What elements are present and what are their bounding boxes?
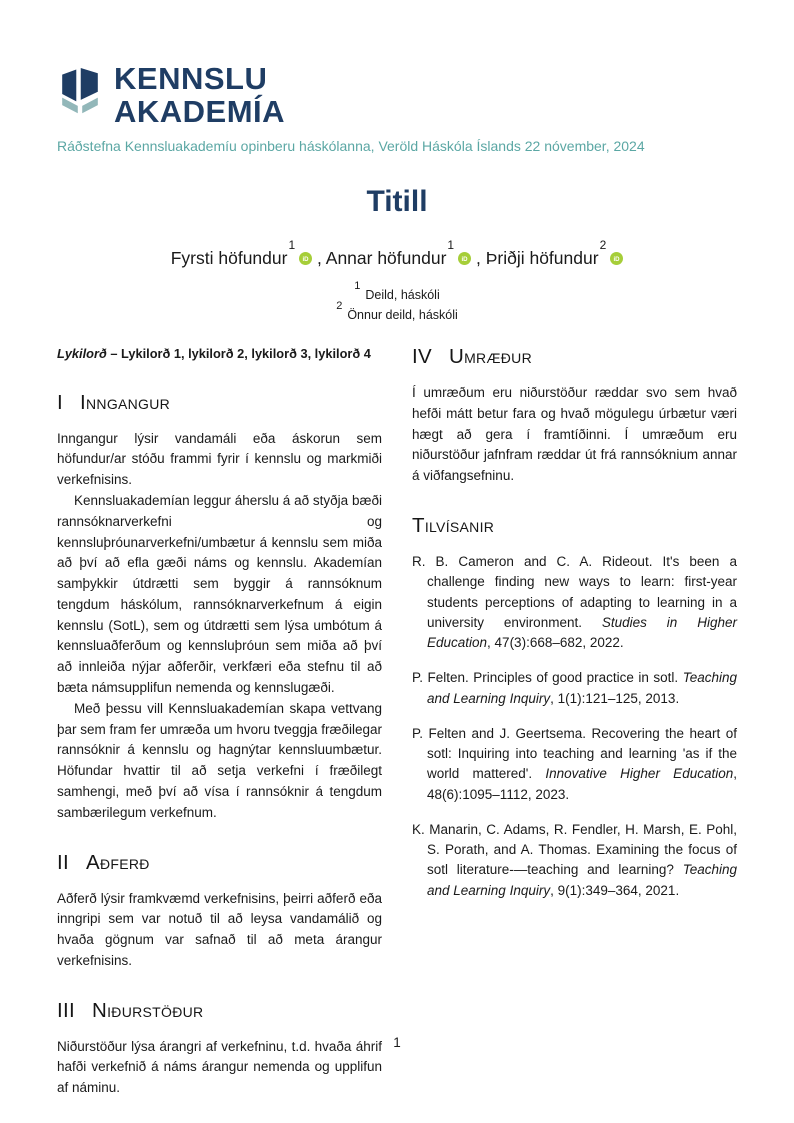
section-number: I: [57, 390, 63, 414]
author-line: [57, 237, 737, 269]
affiliation-line: [57, 279, 737, 304]
paragraph: Í umræðum eru niðurstöður ræddar svo sem hvað hefði mátt betur fara og hvað mögulegu úrbætur væri hægt að gera í framtíðinni. Í umræðum eru niðurstöður jafnfram ræddar út frá rannsóknium annar á viðfangsefninu.: [412, 385, 737, 484]
conference-line: Ráðstefna Kennsluakademíu opinberu háskólanna, Veröld Háskóla Íslands 22 nóvember, 2024: [57, 137, 645, 154]
section-title: Umræður: [448, 345, 532, 369]
section-heading-inngangur: [57, 391, 382, 415]
right-column: [412, 345, 737, 1099]
paper-title: Titill: [366, 184, 428, 218]
reference-item: [412, 668, 737, 709]
author-affil-sup: 1: [288, 237, 296, 252]
reference-text: P. Felten and J. Geertsema. Recovering the heart of sotl: Inquiring into teaching and learning 'as if the world mattered'.: [412, 725, 737, 782]
two-column-body: [57, 345, 737, 1099]
affiliations: [57, 279, 737, 325]
author-name: Þriðji höfundur: [485, 247, 599, 268]
reference-tail: , 9(1):349–364, 2021.: [550, 882, 680, 898]
section-heading-nidurstodur: [57, 999, 382, 1023]
author-name: Fyrsti höfundur: [170, 247, 288, 268]
section-heading-umraedur: [412, 345, 737, 369]
paragraph: Kennsluakademían leggur áherslu á að styðja bæði rannsóknarverkefni og kennsluþróunarverkefni/umbætur á kennslu sem miða að því að efla gæði náms og kennslu. Akademían samþykkir útdrætti sem byggir á rannsóknum tengdum háskólum, rannsóknarverkefnum á eigin kennslu (SotL), sem og útdrætti sem lýsa umbótum á kennsluaðferðum og kennsluþróun sem miða að því að innleiða nýjar aðferðir, verkfæri eða stefnu til að bæta námsupplifun nemenda og kennslugæði.: [57, 493, 382, 696]
author-separator: ,: [312, 247, 326, 268]
author-affil-sup: 2: [599, 237, 607, 252]
author-separator: ,: [471, 247, 486, 268]
reference-item: [412, 552, 737, 653]
reference-item: [412, 820, 737, 901]
keywords-label: Lykilorð: [57, 346, 107, 362]
reference-journal: Teaching and Learning Inquiry: [427, 670, 737, 706]
section-heading-adferd: [57, 851, 382, 875]
section-number: III: [57, 998, 75, 1022]
affiliation-line: [57, 299, 737, 324]
affiliation-label: Deild, háskóli: [365, 287, 440, 302]
left-column: [57, 345, 382, 1099]
paragraph: Aðferð lýsir framkvæmd verkefnisins, þeirri aðferð eða inngripi sem var notuð til að leysa vandamálið og hvaða gögnum var safnað til að meta árangur verkefnisins.: [57, 890, 382, 968]
open-book-icon: [57, 57, 103, 125]
reference-text: R. B. Cameron and C. A. Rideout. It's been a challenge finding new ways to learn: first-year students perceptions of adapting to learning in a university environment.: [412, 554, 737, 630]
reference-text: P. Felten. Principles of good practice in sotl.: [412, 670, 683, 686]
keywords-list: – Lykilorð 1, lykilorð 2, lykilorð 3, lykilorð 4: [106, 346, 371, 362]
reference-tail: , 47(3):668–682, 2022.: [487, 635, 624, 651]
section-title: Aðferð: [86, 850, 150, 874]
section-number: II: [57, 850, 69, 874]
author: [170, 237, 326, 268]
section-title: Niðurstöður: [92, 998, 204, 1022]
affiliation-sup: 1: [354, 279, 361, 292]
reference-journal: Studies in Higher Education: [427, 614, 737, 651]
reference-journal: Innovative Higher Education: [545, 766, 734, 782]
author-name: Annar höfundur: [325, 247, 447, 268]
section-number: IV: [412, 345, 432, 369]
reference-tail: , 1(1):121–125, 2013.: [550, 690, 680, 706]
keywords-line: [57, 345, 382, 364]
reference-journal: Teaching and Learning Inquiry: [427, 862, 737, 898]
orcid-icon: [299, 252, 312, 265]
svg-text:iD: iD: [613, 255, 620, 263]
section-title: Inngangur: [80, 390, 171, 414]
paragraph: Niðurstöður lýsa árangri af verkefninu, t.d. hvaða áhrif hafði verkefnið á náms árangur nemenda og upplifun af náminu.: [57, 1038, 382, 1096]
logo: [57, 57, 737, 129]
svg-text:iD: iD: [461, 255, 468, 263]
logo-text-line2: AKADEMÍA: [114, 93, 286, 129]
affiliation-label: Önnur deild, háskóli: [347, 307, 458, 322]
reference-item: [412, 724, 737, 805]
svg-text:iD: iD: [302, 255, 309, 263]
orcid-icon: [458, 252, 471, 265]
reference-text: K. Manarin, C. Adams, R. Fendler, H. Marsh, E. Pohl, S. Porath, and A. Thomas. Examining the focus of sotl literature-—teaching and learning?: [412, 821, 737, 878]
orcid-icon: [610, 252, 623, 265]
page-number: 1: [393, 1035, 401, 1050]
reference-tail: , 48(6):1095–1112, 2023.: [427, 766, 737, 802]
author: [325, 237, 486, 268]
author-affil-sup: 1: [447, 237, 455, 252]
logo-wordmark: [114, 57, 285, 129]
affiliation-sup: 2: [336, 299, 343, 312]
paragraph: Inngangur lýsir vandamáli eða áskorun sem höfundur/ar stóðu frammi fyrir í kennslu og markmiði verkefnisins.: [57, 430, 382, 488]
logo-text-line1: KENNSLU: [114, 61, 268, 96]
references-heading: Tilvísanir: [412, 514, 495, 538]
author: [485, 237, 624, 268]
paragraph: Með þessu vill Kennsluakademían skapa vettvang þar sem fram fer umræða um hvoru tveggja fræðilegar rannsóknir á kennslu og hagnýtar kennsluumbætur. Höfundar hvattir til að setja verkefni í fræðilegt samhengi, með því að vísa í rannsóknir á tengdum sambærilegum verkefnum.: [57, 700, 382, 820]
